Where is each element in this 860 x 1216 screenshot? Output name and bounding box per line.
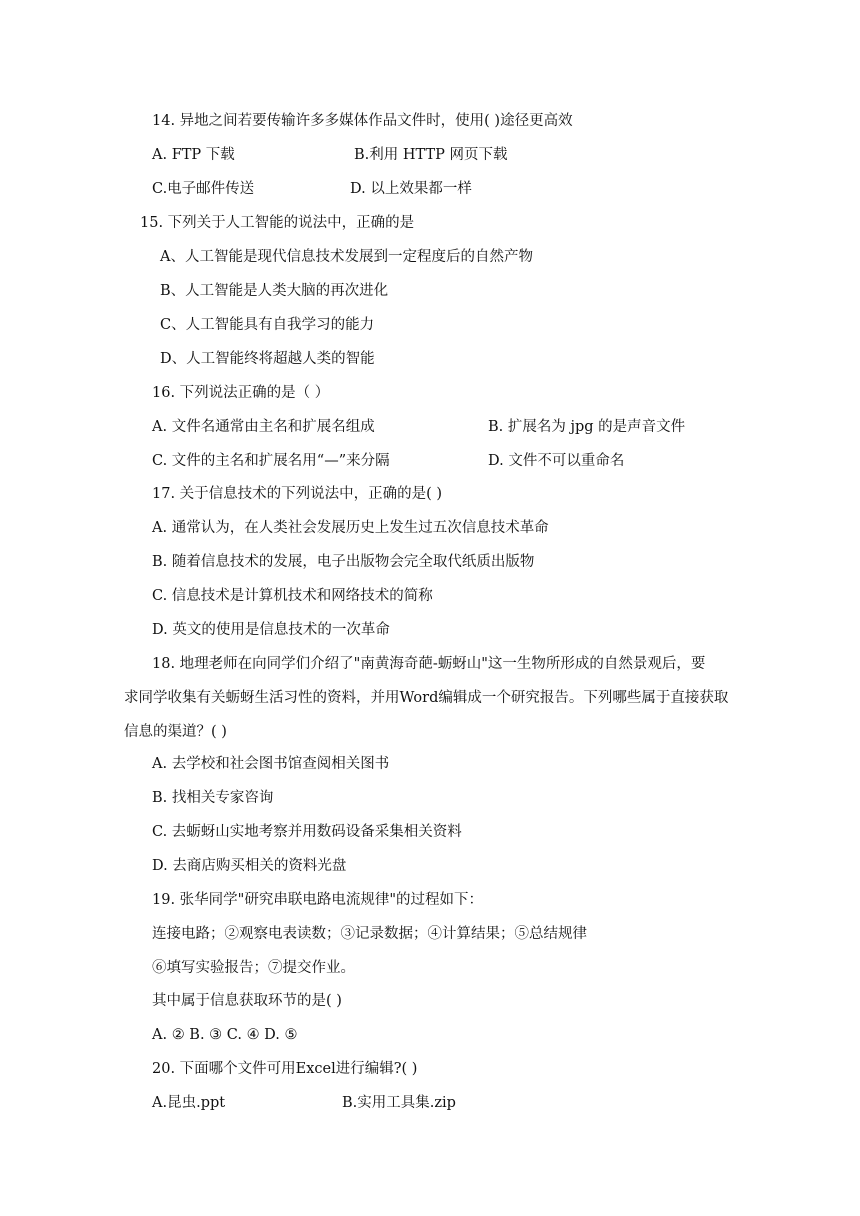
q19-stem: 19. 张华同学"研究串联电路电流规律"的过程如下： — [152, 892, 484, 908]
q19-question: 其中属于信息获取环节的是( ) — [152, 993, 342, 1009]
q16-option-b: B. 扩展名为 jpg 的是声音文件 — [488, 419, 686, 435]
q19-steps-line2: ⑥填写实验报告；⑦提交作业。 — [152, 960, 355, 976]
q14-option-d: D. 以上效果都一样 — [350, 181, 472, 197]
q18-stem-line2: 求同学收集有关蛎蚜生活习性的资料，并用Word编辑成一个研究报告。下列哪些属于直接获取 — [124, 690, 729, 706]
q18-option-c: C. 去蛎蚜山实地考察并用数码设备采集相关资料 — [152, 824, 462, 840]
q20-stem: 20. 下面哪个文件可用Excel进行编辑?( ) — [152, 1061, 418, 1077]
q18-option-b: B. 找相关专家咨询 — [152, 790, 274, 806]
q18-option-a: A. 去学校和社会图书馆查阅相关图书 — [152, 756, 390, 772]
q14-option-c: C.电子邮件传送 — [152, 181, 255, 197]
q17-option-b: B. 随着信息技术的发展，电子出版物会完全取代纸质出版物 — [152, 554, 535, 570]
q15-stem: 15. 下列关于人工智能的说法中，正确的是 — [140, 215, 415, 231]
q14-option-a: A. FTP 下载 — [152, 147, 235, 163]
q20-option-b: B.实用工具集.zip — [342, 1095, 456, 1111]
q16-option-d: D. 文件不可以重命名 — [488, 453, 625, 469]
q17-option-c: C. 信息技术是计算机技术和网络技术的简称 — [152, 588, 433, 604]
q15-option-c: C、人工智能具有自我学习的能力 — [160, 317, 375, 333]
q19-steps-line1: 连接电路；②观察电表读数；③记录数据；④计算结果；⑤总结规律 — [152, 926, 587, 942]
q14-stem: 14. 异地之间若要传输许多多媒体作品文件时，使用( )途径更高效 — [152, 113, 573, 129]
q14-option-b: B.利用 HTTP 网页下载 — [354, 147, 508, 163]
q19-options: A. ② B. ③ C. ④ D. ⑤ — [152, 1027, 298, 1043]
q16-option-c: C. 文件的主名和扩展名用“—”来分隔 — [152, 453, 390, 469]
q16-stem: 16. 下列说法正确的是（ ） — [152, 385, 330, 401]
q15-option-a: A、人工智能是现代信息技术发展到一定程度后的自然产物 — [160, 249, 533, 265]
q20-option-a: A.昆虫.ppt — [152, 1095, 226, 1111]
q18-option-d: D. 去商店购买相关的资料光盘 — [152, 858, 347, 874]
q18-stem-line3: 信息的渠道？( ) — [124, 724, 227, 740]
q17-option-d: D. 英文的使用是信息技术的一次革命 — [152, 622, 390, 638]
q15-option-d: D、人工智能终将超越人类的智能 — [160, 351, 375, 367]
q17-option-a: A. 通常认为，在人类社会发展历史上发生过五次信息技术革命 — [152, 520, 549, 536]
q16-option-a: A. 文件名通常由主名和扩展名组成 — [152, 419, 375, 435]
q17-stem: 17. 关于信息技术的下列说法中，正确的是( ) — [152, 486, 443, 502]
q18-stem-line1: 18. 地理老师在向同学们介绍了"南黄海奇葩-蛎蚜山"这一生物所形成的自然景观后，要 — [152, 656, 706, 672]
q15-option-b: B、人工智能是人类大脑的再次进化 — [160, 283, 389, 299]
